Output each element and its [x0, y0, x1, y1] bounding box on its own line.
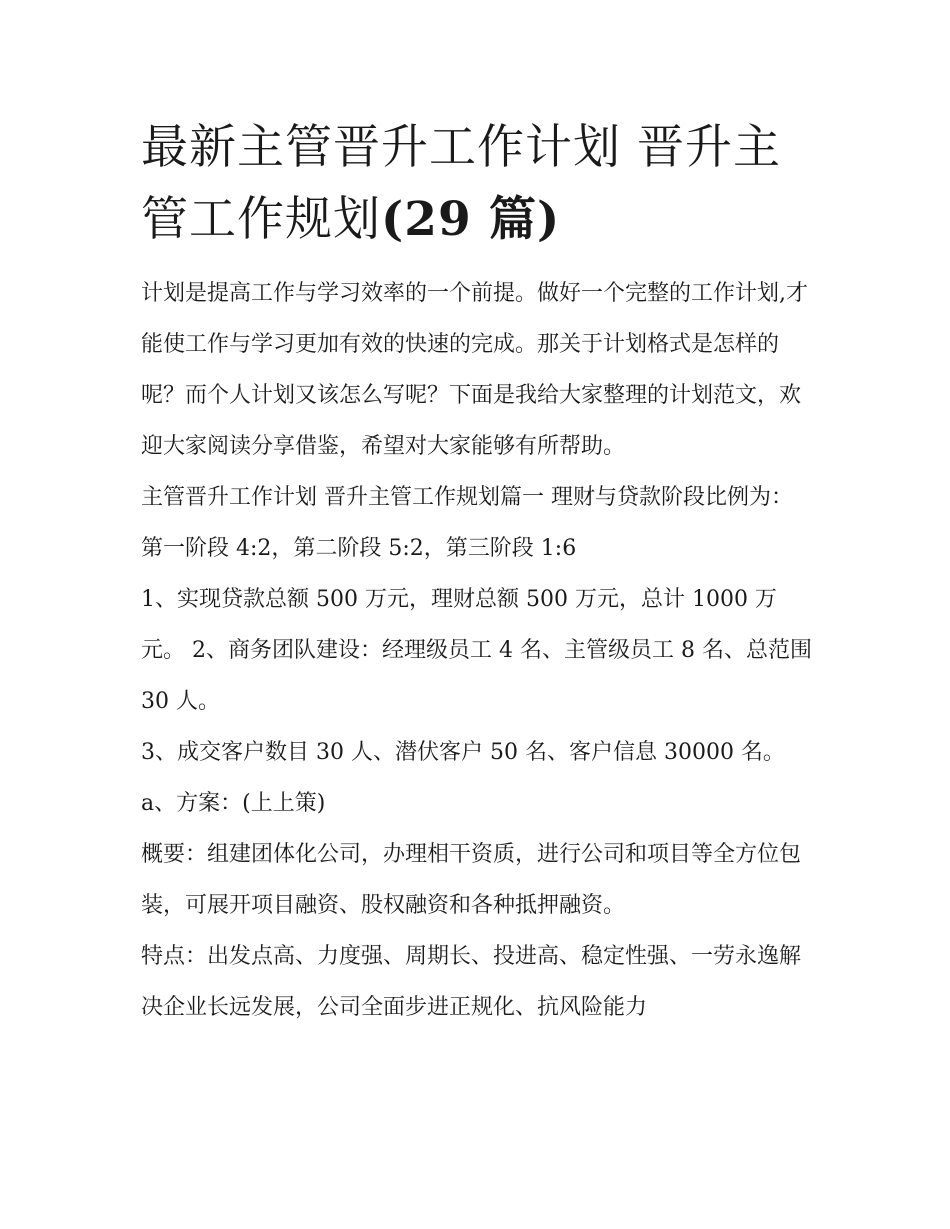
paragraph-intro: 计划是提高工作与学习效率的一个前提。做好一个完整的工作计划,才能使工作与学习更加有效的快速的完成。那关于计划格式是怎样的呢？而个人计划又该怎么写呢？下面是我给大家整理的计划范文，欢迎大家阅读分享借鉴，希望对大家能够有所帮助。 — [141, 281, 808, 459]
title-count: (29 篇) — [381, 192, 561, 247]
title-line-1: 最新主管晋升工作计划 晋升主 — [141, 120, 781, 175]
document-title — [141, 112, 813, 256]
paragraph-section-heading: 主管晋升工作计划 晋升主管工作规划篇一 理财与贷款阶段比例为：第一阶段 4:2，第二阶段 5:2，第三阶段 1:6 — [141, 485, 793, 561]
title-line-2: 管工作规划 — [141, 192, 381, 247]
paragraph-features: 特点：出发点高、力度强、周期长、投进高、稳定性强、一劳永逸解决企业长远发展，公司全面步进正规化、抗风险能力 — [141, 944, 802, 1020]
document-page — [141, 112, 813, 1033]
paragraph-goal-1-2: 1、实现贷款总额 500 万元，理财总额 500 万元，总计 1000 万元。 2、商务团队建设：经理级员工 4 名、主管级员工 8 名、总范围 30 人。 — [141, 587, 812, 714]
paragraph-goal-3: 3、成交客户数目 30 人、潜伏客户 50 名、客户信息 30000 名。 a、方案：(上上策) — [141, 740, 785, 816]
paragraph-summary: 概要：组建团体化公司，办理相干资质，进行公司和项目等全方位包装，可展开项目融资、股权融资和各种抵押融资。 — [141, 842, 802, 918]
